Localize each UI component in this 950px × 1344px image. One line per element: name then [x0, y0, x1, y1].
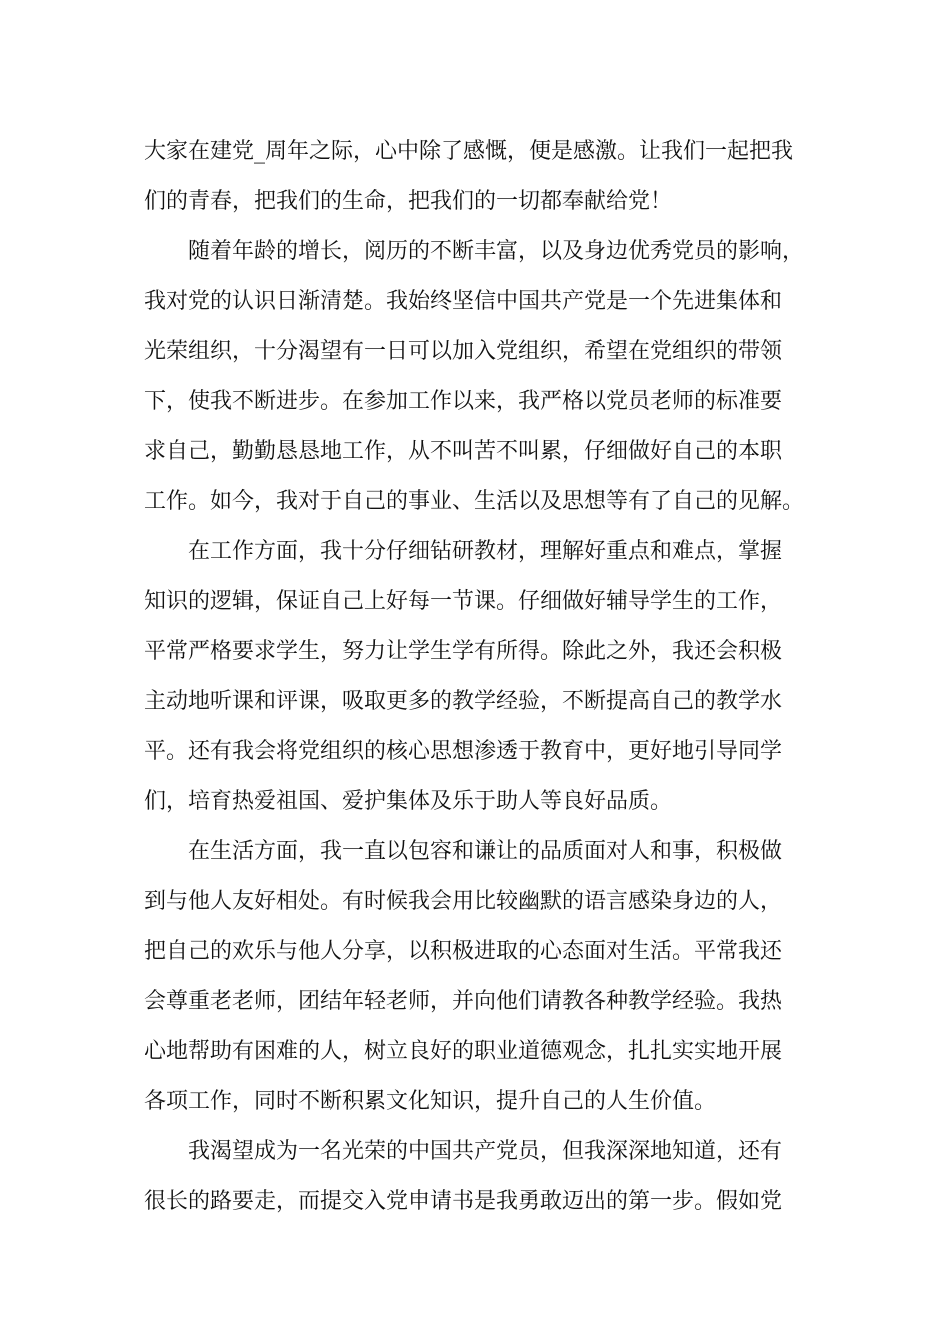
- paragraph-first-line: 在生活方面，我一直以包容和谦让的品质面对人和事，积极做: [188, 839, 783, 864]
- text-line: 大家在建党_周年之际，心中除了感慨，便是感激。让我们一起把我: [144, 139, 794, 164]
- text-line: 们，培育热爱祖国、爱护集体及乐于助人等良好品质。: [144, 789, 673, 814]
- text-line: 下，使我不断进步。在参加工作以来，我严格以党员老师的标准要: [144, 389, 783, 414]
- text-line: 很长的路要走，而提交入党申请书是我勇敢迈出的第一步。假如党: [144, 1189, 783, 1214]
- text-line: 工作。如今，我对于自己的事业、生活以及思想等有了自己的见解。: [144, 489, 805, 514]
- text-line: 心地帮助有困难的人，树立良好的职业道德观念，扎扎实实地开展: [144, 1039, 783, 1064]
- text-line: 各项工作，同时不断积累文化知识，提升自己的人生价值。: [144, 1089, 717, 1114]
- text-line: 我对党的认识日渐清楚。我始终坚信中国共产党是一个先进集体和: [144, 289, 783, 314]
- text-line: 们的青春，把我们的生命，把我们的一切都奉献给党！: [144, 189, 673, 214]
- paragraph-first-line: 在工作方面，我十分仔细钻研教材，理解好重点和难点，掌握: [188, 539, 783, 564]
- paragraph-first-line: 我渴望成为一名光荣的中国共产党员，但我深深地知道，还有: [188, 1139, 783, 1164]
- text-line: 会尊重老老师，团结年轻老师，并向他们请教各种教学经验。我热: [144, 989, 783, 1014]
- text-line: 平常严格要求学生，努力让学生学有所得。除此之外，我还会积极: [144, 639, 783, 664]
- paragraph-first-line: 随着年龄的增长，阅历的不断丰富，以及身边优秀党员的影响，: [188, 239, 805, 264]
- text-line: 到与他人友好相处。有时候我会用比较幽默的语言感染身边的人，: [144, 889, 783, 914]
- text-line: 把自己的欢乐与他人分享，以积极进取的心态面对生活。平常我还: [144, 939, 783, 964]
- text-line: 知识的逻辑，保证自己上好每一节课。仔细做好辅导学生的工作，: [144, 589, 783, 614]
- text-line: 光荣组织，十分渴望有一日可以加入党组织，希望在党组织的带领: [144, 339, 783, 364]
- text-line: 求自己，勤勤恳恳地工作，从不叫苦不叫累，仔细做好自己的本职: [144, 439, 783, 464]
- text-line: 平。还有我会将党组织的核心思想渗透于教育中，更好地引导同学: [144, 739, 783, 764]
- text-line: 主动地听课和评课，吸取更多的教学经验，不断提高自己的教学水: [144, 689, 783, 714]
